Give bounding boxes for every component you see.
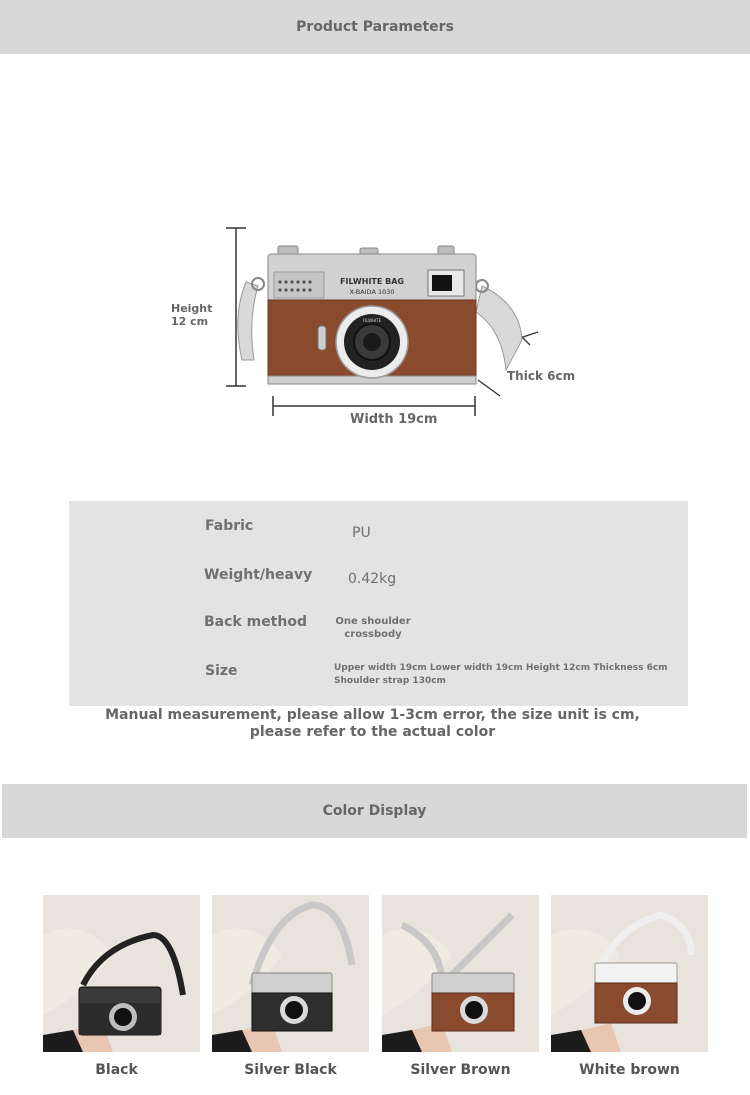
color-swatch-white-brown[interactable] [551, 895, 708, 1052]
thickness-label: Thick 6cm [507, 369, 576, 383]
bag-thumbnail [43, 895, 200, 1052]
color-label-white-brown: White brown [579, 1062, 680, 1078]
spec-label-fabric: Fabric [205, 518, 254, 534]
spec-label-weight: Weight/heavy [204, 567, 313, 583]
banner-title: Product Parameters [296, 19, 454, 35]
lens-text: FILWHITE [362, 318, 382, 323]
spec-value-back-method: One shoulder crossbody [335, 616, 411, 640]
measurement-note: Manual measurement, please allow 1-3cm error, the size unit is cm, please refer to the actual color [105, 707, 640, 740]
height-label: Height 12 cm [171, 302, 213, 328]
bag-thumbnail [382, 895, 539, 1052]
product-parameters-banner [0, 0, 750, 54]
spec-value-size: Upper width 19cm Lower width 19cm Height 12cm Thickness 6cm Shoulder strap 130cm [334, 663, 668, 686]
bag-thumbnail [551, 895, 708, 1052]
bag-thumbnail [212, 895, 369, 1052]
color-display-banner [2, 784, 747, 838]
spec-label-back-method: Back method [204, 614, 307, 630]
camera-brand-text: FILWHITE BAG [340, 277, 404, 286]
spec-value-fabric: PU [352, 525, 371, 541]
width-label: Width 19cm [350, 412, 438, 427]
spec-label-size: Size [205, 663, 238, 679]
spec-value-weight: 0.42kg [348, 571, 397, 587]
color-swatch-silver-black[interactable] [212, 895, 369, 1052]
camera-model-text: X-BAIDA 1030 [349, 288, 395, 296]
banner-title: Color Display [322, 803, 427, 819]
color-label-black: Black [95, 1062, 138, 1078]
color-swatch-silver-brown[interactable] [382, 895, 539, 1052]
color-label-silver-brown: Silver Brown [410, 1062, 511, 1078]
color-label-silver-black: Silver Black [244, 1062, 337, 1078]
spec-table [69, 501, 688, 706]
color-swatch-black[interactable] [43, 895, 200, 1052]
